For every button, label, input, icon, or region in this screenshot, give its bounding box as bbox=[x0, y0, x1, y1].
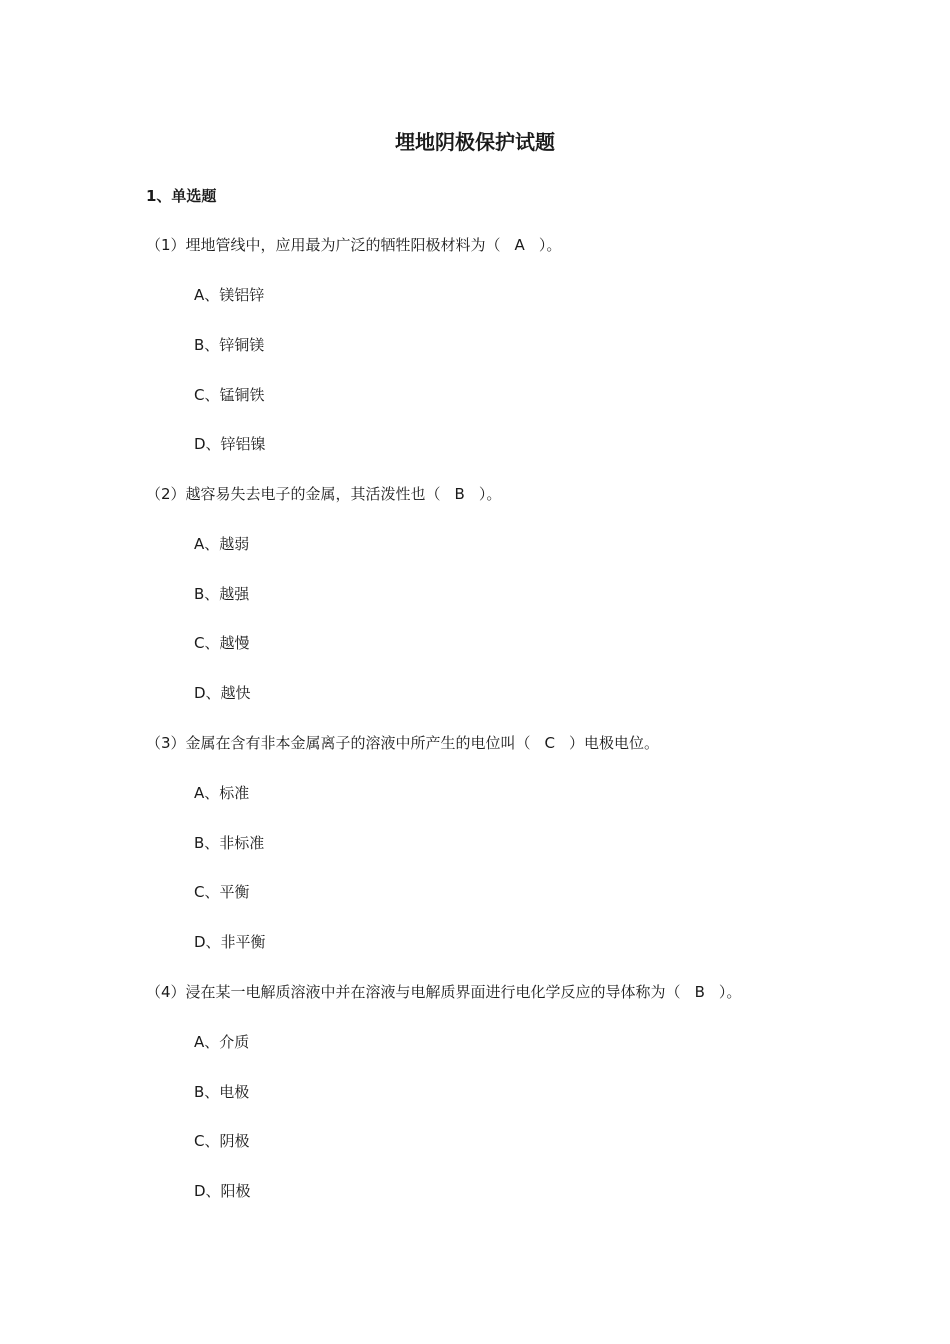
section-heading: 1、单选题 bbox=[146, 187, 217, 205]
question-stem-end: ）。 bbox=[718, 983, 742, 1001]
question-stem-text: （1）埋地管线中，应用最为广泛的牺牲阳极材料为（ bbox=[146, 236, 501, 254]
question-4-option-b: B、电极 bbox=[194, 1083, 250, 1101]
question-stem-end: ）。 bbox=[538, 236, 562, 254]
question-2-option-c: C、越慢 bbox=[194, 634, 250, 652]
answer-mark: B bbox=[694, 983, 705, 1001]
question-4-stem bbox=[146, 982, 741, 1002]
question-3-option-b: B、非标准 bbox=[194, 834, 265, 852]
question-1-option-a: A、镁铝锌 bbox=[194, 286, 265, 304]
question-4-option-d: D、阳极 bbox=[194, 1182, 251, 1200]
question-3-option-c: C、平衡 bbox=[194, 883, 250, 901]
question-3-option-a: A、标准 bbox=[194, 784, 250, 802]
document-title: 埋地阴极保护试题 bbox=[395, 130, 555, 154]
question-stem-text: （3）金属在含有非本金属离子的溶液中所产生的电位叫（ bbox=[146, 734, 531, 752]
question-1-stem bbox=[146, 235, 561, 255]
question-1-option-b: B、锌铜镁 bbox=[194, 336, 265, 354]
question-2-option-d: D、越快 bbox=[194, 684, 251, 702]
question-1-option-c: C、锰铜铁 bbox=[194, 386, 265, 404]
question-4-option-c: C、阴极 bbox=[194, 1132, 250, 1150]
answer-mark: B bbox=[454, 485, 465, 503]
question-stem-end: ）电极电位。 bbox=[569, 734, 660, 752]
question-4-option-a: A、介质 bbox=[194, 1033, 250, 1051]
question-stem-end: ）。 bbox=[478, 485, 502, 503]
question-1-option-d: D、锌铝镍 bbox=[194, 435, 266, 453]
question-stem-text: （2）越容易失去电子的金属，其活泼性也（ bbox=[146, 485, 441, 503]
answer-mark: C bbox=[544, 734, 556, 752]
question-stem-text: （4）浸在某一电解质溶液中并在溶液与电解质界面进行电化学反应的导体称为（ bbox=[146, 983, 681, 1001]
question-3-option-d: D、非平衡 bbox=[194, 933, 266, 951]
question-2-option-a: A、越弱 bbox=[194, 535, 250, 553]
question-2-option-b: B、越强 bbox=[194, 585, 250, 603]
question-2-stem bbox=[146, 484, 501, 504]
answer-mark: A bbox=[514, 236, 525, 254]
question-3-stem bbox=[146, 733, 659, 753]
